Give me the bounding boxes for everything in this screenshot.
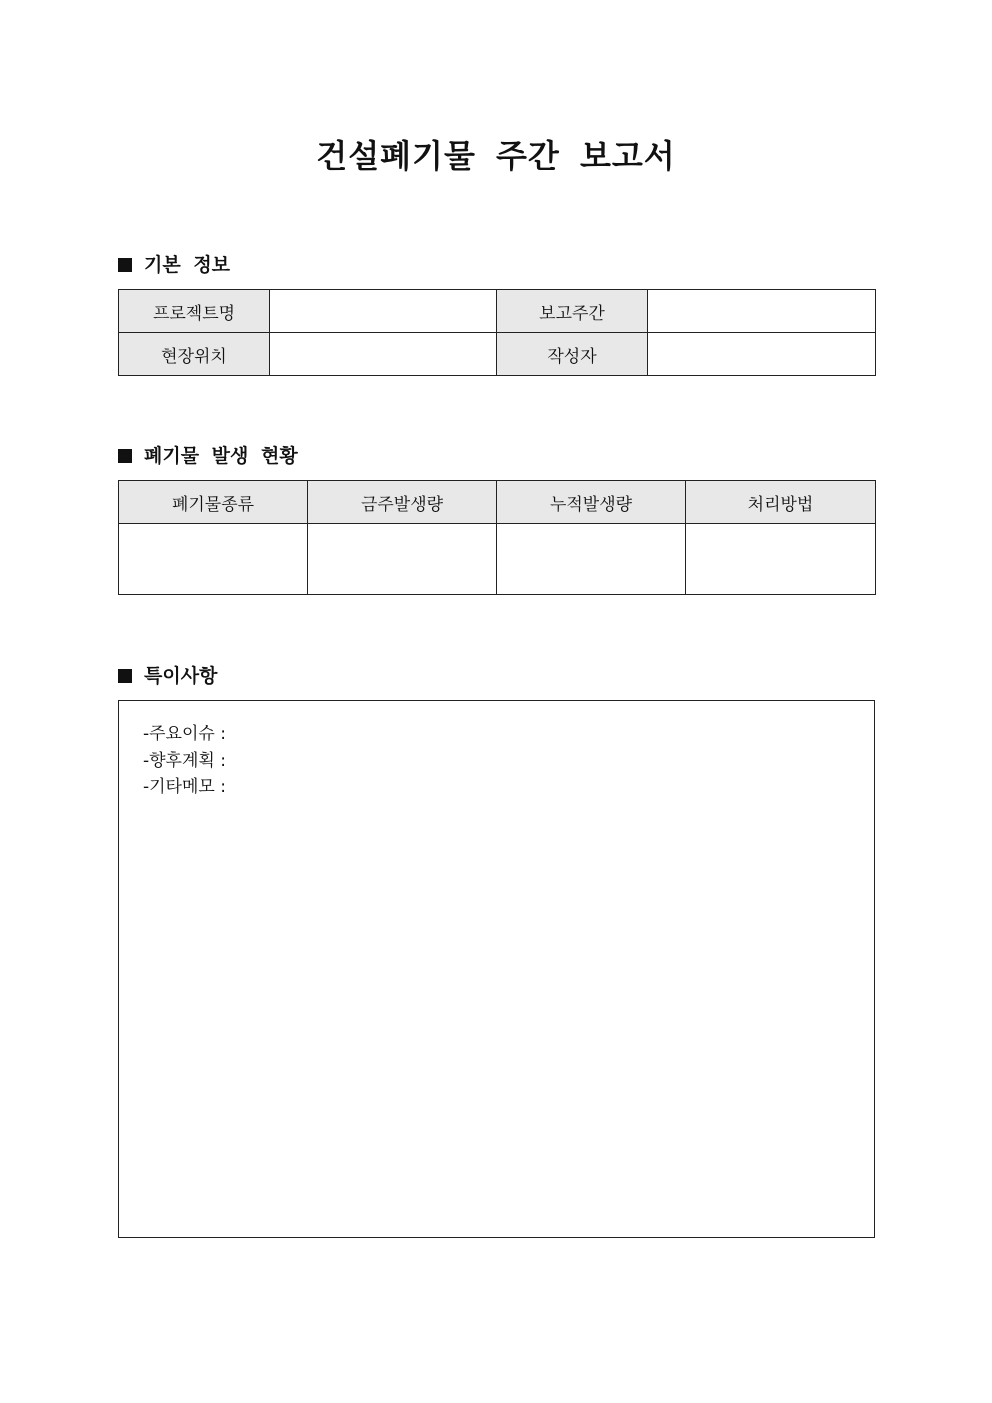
label-report-week: 보고주간 <box>497 290 648 333</box>
notes-box[interactable] <box>118 700 875 1238</box>
table-row <box>119 333 876 376</box>
note-line-main-issues: -주요이슈 : <box>143 724 226 744</box>
cell-cumulative-amount[interactable] <box>497 524 686 595</box>
section-heading-basic-info <box>118 252 230 278</box>
cell-waste-type[interactable] <box>119 524 308 595</box>
label-site-location: 현장위치 <box>119 333 270 376</box>
section-heading-label: 기본 정보 <box>144 254 231 276</box>
note-line-other-memo: -기타메모 : <box>143 777 226 797</box>
column-header-waste-type: 폐기물종류 <box>119 481 308 524</box>
field-author[interactable] <box>648 333 876 376</box>
section-heading-notes <box>118 663 217 689</box>
column-header-weekly-amount: 금주발생량 <box>308 481 497 524</box>
square-bullet-icon <box>118 449 132 463</box>
square-bullet-icon <box>118 669 132 683</box>
cell-weekly-amount[interactable] <box>308 524 497 595</box>
field-site-location[interactable] <box>270 333 497 376</box>
field-report-week[interactable] <box>648 290 876 333</box>
basic-info-table <box>118 289 876 376</box>
table-row <box>119 524 876 595</box>
label-author: 작성자 <box>497 333 648 376</box>
label-project-name: 프로젝트명 <box>119 290 270 333</box>
table-header-row <box>119 481 876 524</box>
table-row <box>119 290 876 333</box>
section-heading-label: 폐기물 발생 현황 <box>144 445 298 467</box>
waste-status-table <box>118 480 876 595</box>
cell-disposal-method[interactable] <box>686 524 876 595</box>
field-project-name[interactable] <box>270 290 497 333</box>
document-title: 건설폐기물 주간 보고서 <box>316 137 676 175</box>
section-heading-label: 특이사항 <box>144 665 218 687</box>
section-heading-waste-status <box>118 443 298 469</box>
square-bullet-icon <box>118 258 132 272</box>
column-header-disposal-method: 처리방법 <box>686 481 876 524</box>
column-header-cumulative-amount: 누적발생량 <box>497 481 686 524</box>
note-line-future-plans: -향후계획 : <box>143 750 226 771</box>
